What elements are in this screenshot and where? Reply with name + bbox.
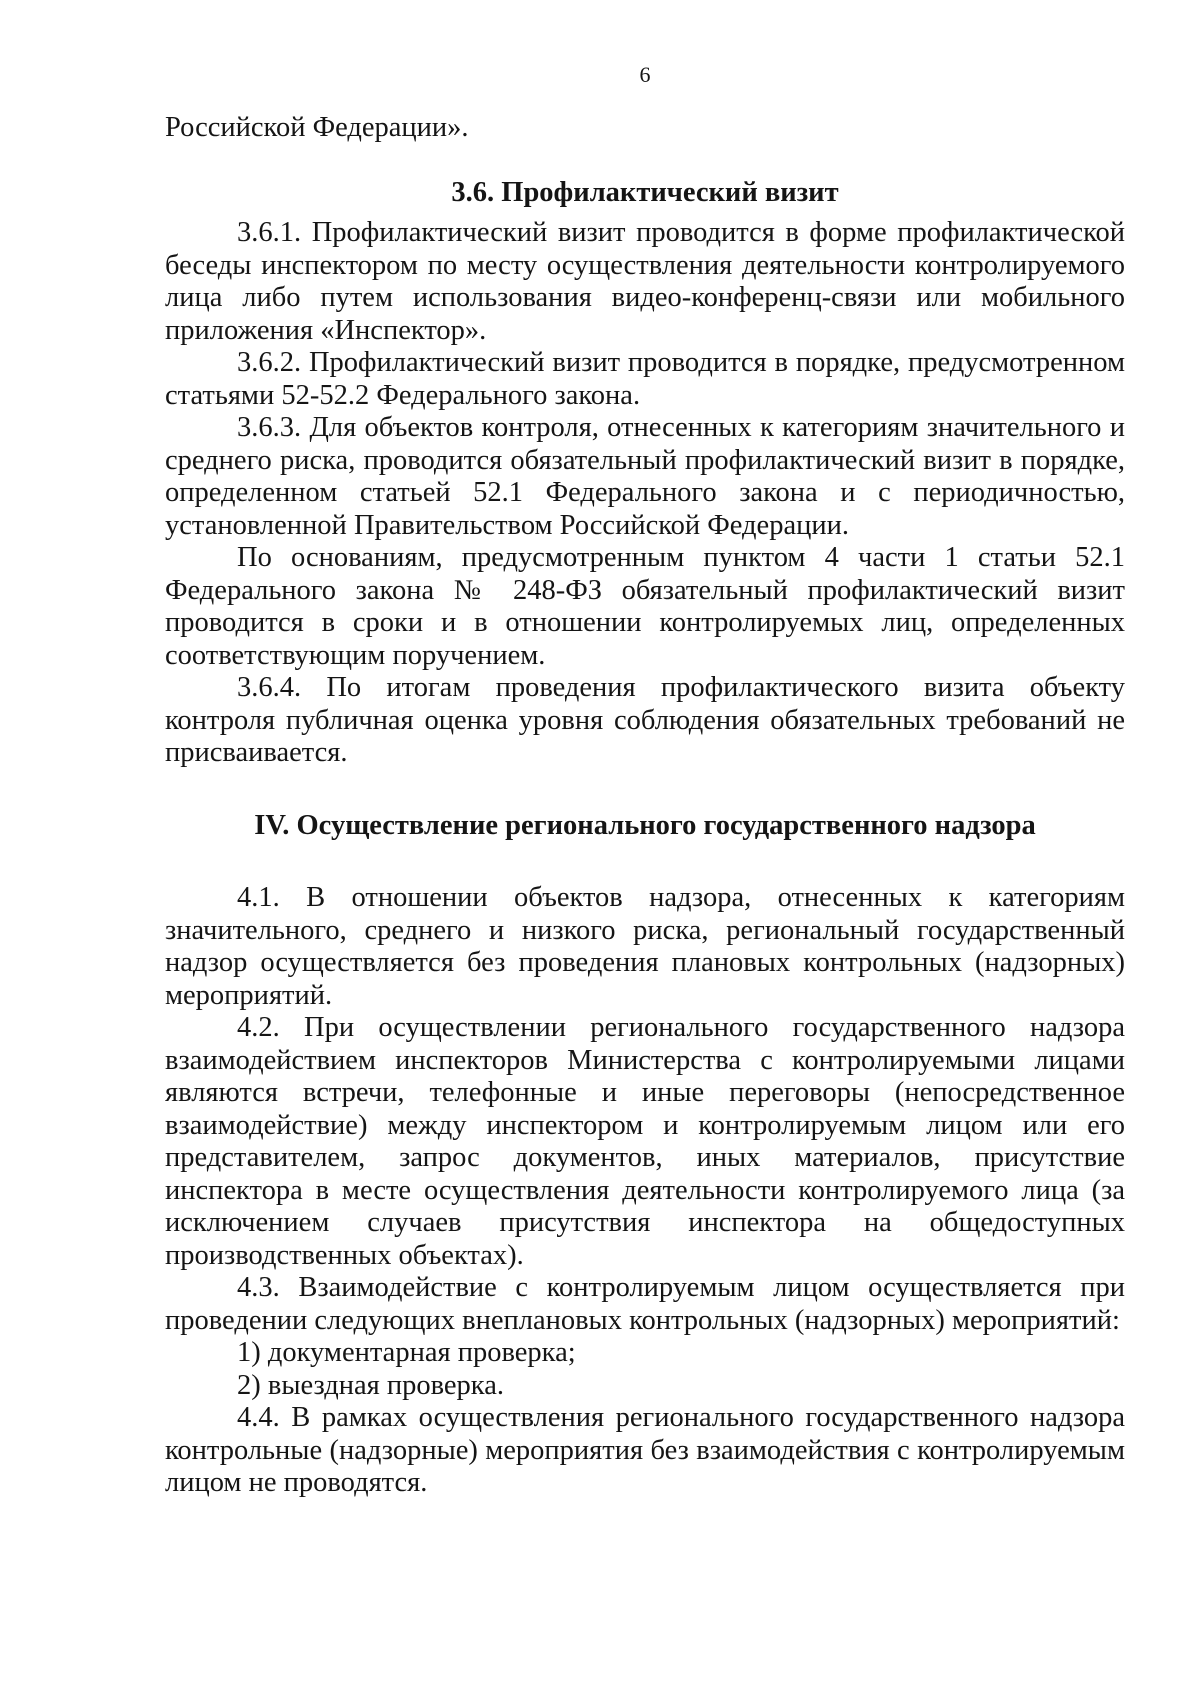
page-number: 6 [639, 62, 651, 87]
list-item-onsite-check: 2) выездная проверка. [237, 1369, 504, 1401]
paragraph-4-3: 4.3. Взаимодействие с контролируемым лицом осуществляется при проведении следующих внеплановых контрольных (надзорных) мероприятий: [165, 1272, 1125, 1336]
paragraph-3-6-3: 3.6.3. Для объектов контроля, отнесенных к категориям значительного и среднего риска, проводится обязательный профилактический визит в порядке, определенном статьей 52.1 Федерального закона и с периодичностью, установленной Правительством Российской Федерации. [165, 412, 1125, 541]
list-item-documentary-check: 1) документарная проверка; [237, 1337, 576, 1368]
paragraph-3-6-4: 3.6.4. По итогам проведения профилактического визита объекту контроля публичная оценка уровня соблюдения обязательных требований не присваивается. [165, 672, 1125, 768]
paragraph-3-6-3-grounds: По основаниям, предусмотренным пунктом 4 части 1 статьи 52.1 Федерального закона № 248-ФЗ обязательный профилактический визит проводится в сроки и в отношении контролируемых лиц, определенных соответствующим поручением. [165, 542, 1125, 671]
section-3-6-heading: 3.6. Профилактический визит [451, 176, 839, 208]
paragraph-3-6-2: 3.6.2. Профилактический визит проводится в порядке, предусмотренном статьями 52-52.2 Федерального закона. [165, 347, 1125, 411]
section-iv-heading: IV. Осуществление регионального государственного надзора [254, 809, 1036, 841]
continuation-text: Российской Федерации». [165, 112, 469, 143]
document-body [165, 112, 1125, 1500]
paragraph-4-4: 4.4. В рамках осуществления регионального государственного надзора контрольные (надзорные) мероприятия без взаимодействия с контролируемым лицом не проводятся. [165, 1402, 1125, 1498]
paragraph-3-6-1: 3.6.1. Профилактический визит проводится в форме профилактической беседы инспектором по месту осуществления деятельности контролируемого лица либо путем использования видео-конференц-связи или мобильного приложения «Инспектор». [165, 217, 1125, 346]
paragraph-4-2: 4.2. При осуществлении регионального государственного надзора взаимодействием инспекторов Министерства с контролируемыми лицами являются встречи, телефонные и иные переговоры (непосредственное взаимодействие) между инспектором и контролируемым лицом или его представителем, запрос документов, иных материалов, присутствие инспектора в месте осуществления деятельности контролируемого лица (за исключением случаев присутствия инспектора на общедоступных производственных объектах). [165, 1012, 1125, 1271]
paragraph-4-1: 4.1. В отношении объектов надзора, отнесенных к категориям значительного, среднего и низкого риска, региональный государственный надзор осуществляется без проведения плановых контрольных (надзорных) мероприятий. [165, 882, 1125, 1011]
